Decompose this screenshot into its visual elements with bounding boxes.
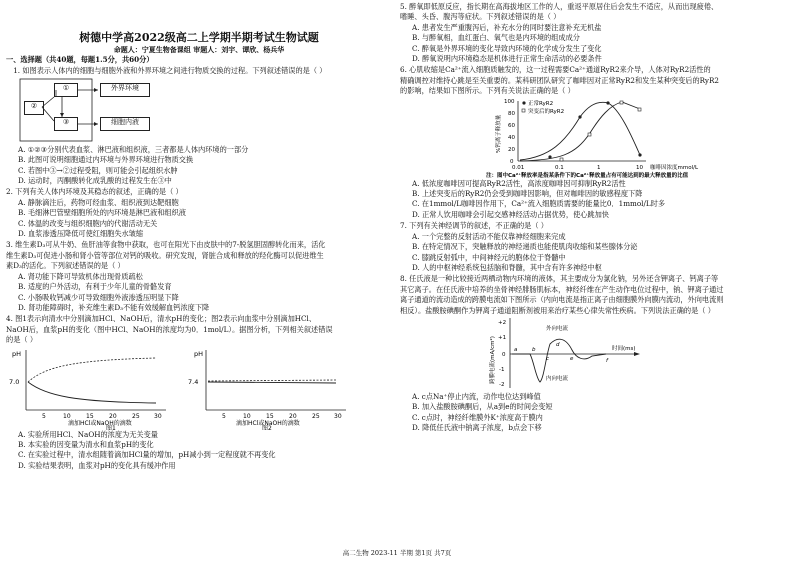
q6-ytick: 80 [508,110,515,117]
q6-xtick: 0.01 [512,164,525,171]
q7-option-c: C. 膝跳反射弧中，中间神经元的胞体位于脊髓中 [412,252,566,262]
q6-option-d: D. 正常人饮用咖啡会引起交感神经活动占据优势，使心跳加快 [412,209,609,219]
q6-option-c: C. 在1mmol/L咖啡因作用下，Ca²⁺流入细胞质需要的能量比0．1mmol/L时多 [412,199,666,209]
q7-option-d: D. 人的中枢神经系统包括脑和脊髓，其中含有许多神经中枢 [412,262,602,272]
q4-stem-line3: 的是（ ） [6,335,38,345]
q6-note: 注：图中Ca²⁺释放率是指某条件下的Ca²⁺释放量占有可能达到的最大释放量的比值 [486,172,689,179]
section-heading: 一、选择题（共40题，每题1.5分，共60分） [6,55,154,64]
fig1-xtick: 15 [86,412,94,420]
q8-option-d: D. 降低任氏液中钠离子浓度，b点会下移 [412,423,542,433]
q8-outward-label: 外向电流 [546,325,569,332]
q4-stem-line2: NaOH后，血浆pH的变化（图中HCl、NaOH的浓度均为0．1mol/L）。据图分析，下列相关叙述错误 [6,324,333,334]
q6-ylabel: %钙离子释放量 [496,114,502,153]
q8-option-a: A. c点Na⁺停止内流，动作电位达到峰值 [412,391,541,401]
fig1-ylabel: pH [12,349,22,358]
q6-stem-line2: 精确调控对维持心跳是至关重要的。某科研团队研究了咖啡因对正常RyR2和发生某种突变后的RyR2 [400,75,719,85]
node-1: ① [54,83,78,97]
q1-option-b: B. 此图可说明细胞通过内环境与外界环境进行物质交换 [18,155,194,165]
q3-stem-line2: 维生素D₃可促进小肠和肾小管等部位对钙的吸收。研究发现，肾脏合成和释放的羟化酶可以促进维生 [6,250,324,260]
node-2: ② [24,101,44,115]
q8-ytick: 0 [502,351,506,358]
fig2-xlabel: 滴加HCl或NaOH的滴数 [236,419,300,427]
q8-chart [400,316,788,392]
q6-ytick: 40 [508,134,515,141]
q5-option-a: A. 患者发生严重腹泻后，补充水分的同时要注意补充无机盐 [412,22,602,32]
q8-point-b: b [532,346,536,353]
right-column [400,2,788,434]
q4-charts [6,346,392,430]
q5-option-b: B. 与醉氧相，血红蛋白、氧气也是内环境的组成成分 [412,33,580,43]
q6-legend-mutant: 突变后的RyR2 [528,108,565,115]
q8-point-a: a [514,346,518,353]
q7-stem: 7. 下列有关神经调节的叙述，不正确的是（ ） [400,221,548,231]
q6-xtick: 1 [597,164,601,171]
q6-ytick: 20 [508,146,515,153]
q8-point-e: e [570,355,574,362]
q6-xlabel: 咖啡因浓度mmol/L [650,164,699,171]
q3-option-d: D. 肾功能障碍时，补充维生素D₃不能有效缓解血钙浓度下降 [18,302,210,312]
fig1-ytick: 7.0 [9,377,20,386]
q1-option-c: C. 若图中③→②过程受阻，则可能会引起组织水肿 [18,165,178,175]
fig2-xtick: 5 [222,412,226,420]
q6-chart [400,97,788,179]
q6-chart-svg [400,97,788,179]
q8-time-label: 时间(ms) [612,345,636,352]
q8-ylabel: 跨膜电流(mA/cm²) [490,336,496,384]
q8-stem-line2: 其它离子。在任氏液中培养的坐骨神经腓肠肌标本，神经纤维在产生动作电位过程中，钠、钾离子通过 [400,284,724,294]
q8-chart-svg [400,316,788,392]
q6-legend-normal: 正常RyR2 [528,100,554,107]
q8-inward-label: 内向电流 [546,375,569,382]
fig2-ytick: 7.4 [188,377,199,386]
fig2-xtick: 15 [266,412,274,420]
q4-figures [6,346,392,430]
q6-stem-line3: 的影响，结果如下图所示。下列有关说法正确的是（ ） [400,86,575,96]
q8-stem-line4: 相反）。盐酸胺碘酮作为钾离子通道阻断剂被用来治疗某些心律失常性疾病。下列说法正确的是（ ） [400,305,715,315]
q6-ytick: 60 [508,122,515,129]
q4-option-a: A. 实验所用HCl、NaOH的浓度为无关变量 [18,429,158,439]
q4-option-d: D. 实验结果表明，血浆对pH的变化具有缓冲作用 [18,460,176,470]
q8-option-b: B. 加入盐酸胺碘酮后，从a到e的时间会变短 [412,402,553,412]
q3-option-c: C. 小肠吸收钙减少可导致细胞外液渗透压明显下降 [18,292,179,302]
external-env-box: 外界环境 [100,83,150,97]
q7-option-a: A. 一个完整的反射活动不能仅靠神经细胞来完成 [412,231,566,241]
q5-stem-line2: 嗜睡、头昏、腹泻等症状。下列叙述错误的是（ ） [400,12,561,22]
q6-option-a: A. 低浓度咖啡因可提高RyR2活性，高浓度咖啡因可抑制RyR2活性 [412,178,626,188]
fig1-xtick: 5 [42,412,46,420]
fig2-xtick: 10 [243,412,251,420]
fig1-xtick: 20 [109,412,117,420]
q8-ytick: -1 [499,366,505,373]
intracellular-box: 细胞内液 [100,117,150,131]
fig1-xtick: 30 [154,412,162,420]
q2-option-a: A. 静脉滴注后，药物可经血浆、组织液到达靶细胞 [18,197,179,207]
q6-stem-line1: 6. 心肌收缩是Ca²⁺流入细胞质触发的，这一过程需要Ca²⁺通道RyR2来介导，人体对RyR2活性的 [400,65,711,75]
q4-option-b: B. 本实验的因变量为清水和血浆pH的变化 [18,439,154,449]
q1-option-d: D. 运动时，丙酮酸转化成乳酸的过程发生在③中 [18,176,172,186]
q6-option-b: B. 上述突变后的RyR2仍会受到咖啡因影响，但对咖啡因的敏感程度下降 [412,189,643,199]
fig1-xtick: 10 [63,412,71,420]
exam-meta: 命题人：宁夏生物备课组 审题人：刘宇、谭欣、杨兵华 [113,45,285,54]
fig2-xtick: 20 [289,412,297,420]
q3-option-a: A. 肾功能下降可导致机体出现骨质疏松 [18,271,143,281]
q6-ytick: 100 [504,98,515,105]
q8-ytick: +1 [498,334,507,341]
exam-title: 树德中学高2022级高二上学期半期考试生物试题 [79,31,319,44]
q8-ytick: +2 [498,319,507,326]
fig2-ylabel: pH [194,349,204,358]
q1-stem: 1. 如图表示人体内的细胞与细胞外液和外界环境之间进行物质交换的过程。下列叙述错误的是（ ） [13,66,327,76]
q8-point-d: d [556,341,560,348]
q2-option-c: C. 体温的改变与组织细胞内的代谢活动无关 [18,218,158,228]
fig2-xtick: 25 [312,412,320,420]
q8-stem-line3: 离子通道的流动造成的跨膜电流如下图所示（内向电流是指正离子由细胞膜外向膜内流动，外向电流则 [400,295,724,305]
q8-ytick: -2 [499,381,505,388]
q5-stem-line1: 5. 醉氧即低原反应，指长期在高海拔地区工作的人，重返平原居住后会发生不适应，从而出现疲倦、 [400,2,719,11]
q7-option-b: B. 在特定情况下，突触释放的神经递质也能使肌肉收缩和某些腺体分泌 [412,242,638,252]
q8-option-c: C. c点时，神经纤维膜外K⁺浓度高于膜内 [412,412,543,422]
q6-ytick: 0 [510,158,514,165]
q8-point-c: c [546,355,550,362]
q8-point-f: f [606,357,608,364]
q8-stem-line1: 8. 任氏液是一种比较接近两栖动物内环境的液体，其主要成分为氯化钠，另外还含钾离子、钙离子等 [400,274,719,284]
q3-stem-line3: 素D₃的活化。下列叙述错误的是（ ） [6,261,125,271]
q1-option-a: A. ①②③分别代表血浆、淋巴液和组织液，三者都是人体内环境的一部分 [18,144,249,154]
fig1-caption: 图1 [106,424,116,430]
q6-xtick: 0.1 [555,164,564,171]
q5-option-c: C. 醉氧是外界环境的变化导致内环境的化学成分发生了变化 [412,43,602,53]
q4-stem-line1: 4. 图1表示向清水中分别滴加HCl、NaOH后，清水pH的变化；图2表示向血浆中分别滴加HCl、 [6,314,317,324]
q3-option-b: B. 适度的户外活动，有利于少年儿童的骨骼发育 [18,282,172,292]
fig1-xlabel: 滴加HCl或NaOH的滴数 [68,419,132,427]
fig2-caption: 图2 [262,424,272,430]
q4-option-c: C. 在实验过程中，清水组随着滴加HCl量的增加，pH减小到一定程度就不再变化 [18,450,276,460]
page-footer: 高二生物 2023-11 半期 第1页 共7页 [342,549,452,557]
q2-option-d: D. 血浆渗透压降低可使红细胞失水皱缩 [18,229,144,239]
left-column [6,0,392,471]
q1-diagram [6,77,392,145]
q3-stem-line1: 3. 维生素D₃可从牛奶、鱼肝油等食物中获取，也可在阳光下由皮肤中的7-脱氢胆固醇转化而来，活化 [6,240,326,250]
q2-stem: 2. 下列有关人体内环境及其稳态的叙述，正确的是（ ） [6,187,183,197]
q5-option-d: D. 醉氧说明内环境稳态是机体进行正常生命活动的必要条件 [412,54,602,64]
fig1-xtick: 25 [132,412,140,420]
fig2-xtick: 30 [334,412,342,420]
node-3: ③ [54,117,78,131]
q6-xtick: 10 [636,164,643,171]
q2-option-b: B. 毛细淋巴管壁细胞所处的内环境是淋巴液和组织液 [18,208,186,218]
